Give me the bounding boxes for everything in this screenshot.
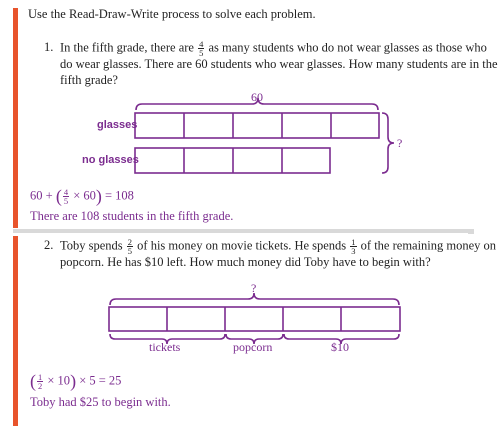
expression-1: 60 + ( $\frac{4}{5}$ × 60) = 108 bbox=[30, 186, 134, 206]
glasses-label: glasses bbox=[97, 119, 138, 131]
problem-2-line-2: popcorn. He has $10 left. How much money did Toby have to begin with? bbox=[60, 255, 431, 269]
instructions-text: Use the Read-Draw-Write process to solve each problem. bbox=[28, 7, 316, 21]
answer-2: Toby had $25 to begin with. bbox=[30, 395, 171, 409]
problem-2-number: 2. bbox=[44, 238, 54, 252]
top-brace bbox=[110, 293, 399, 305]
problem-1-line-3: fifth grade? bbox=[60, 73, 118, 87]
right-brace bbox=[382, 113, 394, 173]
problem-2-line-1: Toby spends $\frac{2}{5}$ of his money on movie tickets. He spends $\frac{1}{3}$ of the remaining money on bbox=[60, 237, 497, 256]
ten-dollar-label: $10 bbox=[331, 340, 349, 354]
expression-2: ( $\frac{1}{2}$ × 10) × 5 = 25 bbox=[30, 371, 122, 391]
fraction: $\frac{1}{2}$ bbox=[38, 372, 43, 391]
fraction: $\frac{2}{5}$ bbox=[127, 237, 133, 256]
glasses-bar bbox=[135, 113, 379, 138]
top-brace bbox=[136, 98, 378, 110]
problem-2-panel bbox=[0, 233, 497, 429]
money-bar bbox=[109, 307, 400, 331]
tickets-label: tickets bbox=[149, 340, 181, 354]
answer-1: There are 108 students in the fifth grade. bbox=[30, 209, 234, 223]
question-mark: ? bbox=[397, 136, 403, 150]
fraction: $\frac{1}{3}$ bbox=[351, 237, 356, 256]
fraction: $\frac{4}{5}$ bbox=[199, 39, 204, 58]
problem-1-line-1: In the fifth grade, there are $\frac{4}{5}$ as many students who do not wear glasses as those who bbox=[60, 39, 487, 58]
problem-1-line-2: do wear glasses. There are 60 students who wear glasses. How many students are in the bbox=[60, 57, 498, 71]
fraction: $\frac{4}{5}$ bbox=[63, 187, 69, 206]
popcorn-label: popcorn bbox=[233, 340, 273, 354]
top-label-60: 60 bbox=[251, 90, 263, 104]
top-label-question: ? bbox=[251, 281, 257, 295]
problem-1-number: 1. bbox=[44, 40, 54, 54]
no-glasses-label: no glasses bbox=[82, 154, 139, 166]
